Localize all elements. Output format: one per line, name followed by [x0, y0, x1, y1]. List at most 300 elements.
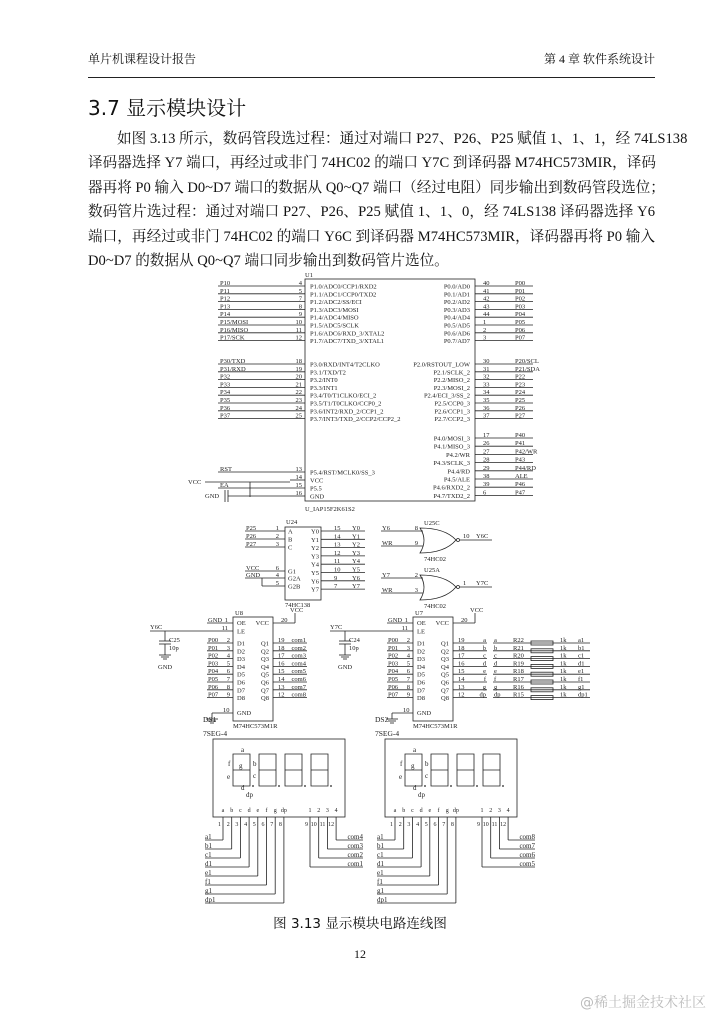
u1-pin-number: 16	[295, 490, 302, 497]
display-pin-name: f	[437, 808, 440, 814]
display-net-label: dp1	[377, 896, 388, 904]
display-net-label: f1	[205, 878, 211, 886]
display-net-label: com8	[519, 833, 535, 841]
latch-pin-number: 19	[458, 637, 465, 644]
u24-pin-name: A	[288, 528, 293, 536]
gate-pin-number: 8	[414, 525, 418, 532]
u24-pin-number: 15	[334, 525, 341, 532]
gate-pin-number: 2	[414, 572, 418, 579]
latch-pin-number: 4	[226, 652, 230, 660]
latch-pin-name: GND	[417, 710, 432, 717]
capacitor-value: 10p	[349, 645, 359, 652]
latch-part-label: M74HC573M1R	[413, 723, 458, 730]
u24-pin-number: 5	[275, 580, 279, 587]
latch-pin-name: OE	[237, 620, 246, 627]
latch-pin-name: Q5	[441, 671, 449, 679]
u1-net-label: P04	[515, 311, 526, 319]
gnd-label: GND	[158, 664, 173, 671]
le-net: Y7C	[330, 624, 343, 631]
segment-letter: d	[413, 784, 417, 792]
decimal-point-icon	[304, 785, 306, 787]
u1-net-label: P44/RD	[515, 464, 536, 472]
u24-pin-name: B	[288, 536, 293, 544]
u24-net-label: Y3	[352, 549, 360, 557]
latch-pin-name: LE	[417, 628, 425, 636]
latch-pin-number: 9	[226, 691, 230, 699]
u1-net-label: P16/MISO	[220, 326, 249, 334]
vcc-label: VCC	[188, 479, 202, 486]
u1-net-label: P22	[515, 373, 526, 381]
paragraph-line: 器再将 P0 输入 D0~D7 端口的数据从 Q0~Q7 端口（经过电阻）同步输出到数码管段选位；	[88, 180, 665, 196]
gate-pin-number: 9	[414, 540, 418, 547]
u1-net-label: P12	[220, 295, 231, 303]
latch-pin-number: 12	[278, 691, 285, 699]
latch-net-label: P03	[388, 660, 399, 668]
u24-pin-name: Y0	[311, 528, 319, 536]
display-pin-number: 4	[244, 822, 248, 828]
latch-pin-name: Q4	[441, 663, 449, 671]
display-pin-name: e	[256, 808, 260, 814]
resistor-out-net: e1	[578, 668, 585, 676]
page-number: 12	[354, 947, 366, 961]
latch-pin-number: 6	[226, 668, 230, 676]
display-ref: DS1	[203, 715, 217, 724]
latch-pin-number: 13	[278, 683, 285, 691]
latch-pin-name: Q4	[261, 663, 269, 671]
paragraph-line: 如图 3.13 所示，数码管段选过程：通过对端口 P27、P26、P25 赋值 1、1、1，经 74LS138	[117, 131, 688, 147]
u1-pin-name: P3.6/INT2/RXD_2/CCP1_2	[310, 408, 384, 416]
display-net-label: d1	[377, 860, 384, 868]
display-pin-name: 4	[506, 808, 510, 814]
latch-net-label: P04	[208, 668, 219, 676]
resistor-in-net: b	[494, 644, 498, 652]
u1-pin-number: 9	[298, 311, 302, 319]
latch-ref: U8	[235, 610, 243, 617]
u1-net-label: P42/WR	[515, 448, 538, 456]
u1-pin-number: 31	[483, 365, 490, 373]
u1-pin-number: 22	[295, 389, 302, 397]
resistor-in-net: c	[494, 652, 497, 660]
gate-output-net: Y6C	[476, 533, 489, 540]
u24-net-label: P27	[246, 541, 257, 548]
u24-net-label: Y0	[352, 525, 360, 532]
latch-net-label: P02	[208, 652, 219, 660]
u1-pin-number: 27	[483, 448, 490, 456]
latch-net-label: P01	[388, 644, 399, 652]
u1-net-label: EA	[220, 482, 229, 489]
display-net-label: b1	[377, 842, 384, 850]
seven-segment-digit-icon	[285, 754, 302, 786]
gate-input-net: WR	[382, 540, 393, 547]
u24-part-label: 74HC138	[285, 602, 311, 609]
u1-net-label: P34	[220, 389, 231, 397]
display-net-label: com1	[347, 860, 363, 868]
display-pin-number: 6	[433, 822, 437, 828]
display-pin-name: dp	[452, 808, 459, 814]
u24-net-label: Y4	[352, 558, 360, 566]
oe-net: GND	[388, 617, 403, 624]
display-pin-number: 10	[482, 822, 489, 828]
display-net-label: com6	[519, 851, 535, 859]
u1-net-label: P32	[220, 373, 231, 381]
resistor-in-net: dp	[494, 691, 501, 699]
latch-pin-number: 13	[458, 683, 465, 691]
latch-pin-number: 19	[278, 637, 285, 644]
latch-pin-name: D4	[237, 663, 245, 671]
u24-pin-number: 9	[334, 574, 338, 582]
u24-pin-name: Y7	[311, 586, 319, 594]
segment-letter: b	[425, 760, 429, 768]
inverter-bubble	[457, 586, 460, 589]
gate-ref: U25A	[424, 567, 440, 574]
latch-pin-number: 1	[224, 617, 228, 624]
segment-letter: g	[239, 762, 243, 770]
u1-pin-number: 29	[483, 464, 490, 472]
display-pin-number: 8	[278, 822, 282, 828]
u1-net-label: P41	[515, 440, 526, 448]
latch-pin-number: 15	[278, 668, 285, 676]
gate-ref: U25C	[424, 520, 440, 527]
latch-net-label: c	[483, 652, 486, 660]
display-net-label: c1	[377, 851, 384, 859]
display-ref: DS2	[375, 715, 389, 724]
decimal-point-icon	[476, 785, 478, 787]
u1-net-label: P15/MOSI	[220, 319, 249, 326]
segment-letter: c	[253, 772, 257, 780]
latch-net-label: P06	[208, 683, 219, 691]
u1-net-label: ALE	[515, 473, 528, 480]
u24-pin-number: 1	[275, 525, 279, 532]
seven-segment-digit-icon	[483, 754, 500, 786]
u1-pin-name: P0.0/AD0	[443, 283, 470, 291]
decimal-point-icon	[252, 785, 254, 787]
display-pin-number: 5	[424, 822, 428, 828]
u1-pin-number: 17	[483, 432, 490, 439]
u1-pin-number: 11	[295, 326, 302, 334]
latch-pin-name: D8	[417, 695, 425, 703]
vcc-label: VCC	[470, 607, 484, 614]
display-net-label: a1	[377, 833, 384, 841]
resistor-ref: R18	[513, 668, 524, 676]
paragraph-line: 数码管片选过程：通过对端口 P27、P26、P25 赋值 1、1、0，经 74LS138 译码器选择 Y6	[88, 204, 655, 220]
resistor-value: 1k	[560, 676, 567, 683]
u1-pin-number: 33	[483, 381, 490, 389]
u1-pin-number: 32	[483, 373, 490, 381]
u1-pin-name: GND	[310, 493, 325, 501]
latch-pin-name: Q6	[261, 679, 269, 687]
latch-pin-number: 8	[226, 683, 230, 691]
u1-net-label: P27	[515, 412, 526, 420]
u1-ref: U1	[305, 272, 313, 279]
resistor-ref: R16	[513, 683, 524, 691]
resistor-out-net: b1	[578, 644, 585, 652]
figure-caption: 图 3.13 显示模块电路连线图	[273, 916, 447, 932]
u24-pin-name: Y4	[311, 561, 319, 569]
display-pin-name: a	[221, 808, 225, 814]
u24-net-label: Y5	[352, 566, 360, 574]
u24-pin-name: Y1	[311, 536, 319, 544]
segment-letter: e	[227, 773, 231, 781]
segment-letter: a	[413, 746, 417, 754]
latch-pin-number: 7	[226, 676, 230, 683]
u1-pin-name: P3.7/INT3/TXD_2/CCP2/CCP2_2	[310, 416, 401, 424]
display-net-label: c1	[205, 851, 212, 859]
latch-pin-name: D1	[237, 640, 245, 648]
latch-pin-number: 2	[226, 637, 230, 644]
latch-net-label: P04	[388, 668, 399, 676]
u1-net-label: P26	[515, 404, 526, 412]
u1-pin-number: 37	[483, 412, 490, 420]
u1-part-label: U_IAP15F2K61S2	[305, 506, 355, 513]
u24-pin-number: 12	[334, 549, 341, 557]
latch-net-label: P07	[208, 691, 219, 699]
display-net-label: b1	[205, 842, 212, 850]
display-net-label: g1	[377, 887, 384, 895]
u1-pin-number: 24	[295, 404, 302, 412]
u1-pin-name: P3.0/RXD/INT4/T2CLKO	[310, 361, 380, 369]
u1-pin-number: 38	[483, 473, 490, 480]
u1-pin-name: P4.7/TXD2_2	[433, 492, 470, 500]
u1-pin-name: P0.5/AD5	[443, 322, 470, 330]
seven-segment-digit-icon	[259, 754, 276, 786]
paragraph-line: D0~D7 的数据从 Q0~Q7 端口同步输出到数码管片选位。	[88, 253, 449, 269]
u1-net-label: P37	[220, 412, 231, 420]
u24-pin-number: 3	[275, 541, 279, 548]
latch-pin-name: VCC	[255, 620, 269, 627]
u1-pin-name: P0.4/AD4	[443, 314, 470, 322]
seven-segment-digit-icon	[431, 754, 448, 786]
u1-net-label: P35	[220, 397, 231, 404]
u1-pin-number: 14	[295, 474, 302, 481]
gate-pin-number: 1	[463, 580, 467, 587]
capacitor-ref: C25	[169, 637, 180, 644]
u24-net-label: GND	[246, 572, 261, 579]
display-pin-name: 1	[480, 808, 484, 814]
display-pin-number: 2	[398, 822, 402, 828]
display-net-label: com2	[347, 851, 363, 859]
latch-pin-name: Q8	[441, 695, 449, 703]
resistor-ref: R15	[513, 691, 524, 699]
u1-net-label: P23	[515, 381, 526, 389]
display-net-label: com3	[347, 842, 363, 850]
u1-pin-number: 26	[483, 440, 490, 448]
latch-net-label: com3	[291, 652, 306, 660]
latch-pin-number: 1	[404, 617, 408, 624]
latch-net-label: com1	[291, 637, 306, 644]
display-pin-name: g	[445, 808, 449, 814]
segment-letter: d	[241, 784, 245, 792]
segment-letter: e	[399, 773, 403, 781]
u1-pin-number: 36	[483, 404, 490, 412]
u1-pin-number: 5	[298, 287, 302, 295]
u1-pin-name: P5.5	[310, 485, 322, 493]
u1-net-label: P20/SCL	[515, 358, 539, 365]
display-net-label: g1	[205, 887, 212, 895]
u1-pin-number: 43	[483, 303, 490, 311]
latch-pin-name: Q7	[441, 687, 449, 695]
display-part-label: 7SEG-4	[203, 729, 228, 738]
segment-letter: a	[241, 746, 245, 754]
latch-pin-number: 20	[281, 617, 288, 624]
gate-part-label: 74HC02	[424, 556, 447, 563]
u1-pin-name: P0.2/AD2	[443, 299, 470, 307]
u1-pin-name: P4.6/RXD2_2	[432, 484, 470, 492]
latch-pin-name: Q1	[261, 640, 269, 648]
latch-net-label: com2	[291, 644, 306, 652]
u1-pin-name: P1.7/ADC7/TXD_3/XTAL1	[310, 338, 385, 346]
u1-pin-number: 7	[298, 295, 302, 303]
latch-pin-number: 3	[226, 644, 230, 652]
seven-segment-digit-icon	[457, 754, 474, 786]
latch-part-label: M74HC573M1R	[233, 723, 278, 730]
oe-net: GND	[208, 617, 223, 624]
u1-pin-number: 40	[483, 280, 490, 287]
u1-net-label: P24	[515, 389, 526, 397]
display-pin-name: a	[393, 808, 397, 814]
u1-net-label: P00	[515, 280, 526, 287]
latch-net-label: f	[483, 676, 486, 683]
u24-pin-name: G2A	[288, 575, 301, 583]
display-pin-name: 2	[317, 808, 321, 814]
display-pin-name: e	[428, 808, 432, 814]
latch-pin-name: Q3	[441, 656, 449, 664]
segment-letter: g	[411, 762, 415, 770]
u1-pin-number: 13	[295, 466, 302, 473]
u24-pin-number: 10	[334, 566, 341, 574]
latch-pin-number: 20	[461, 617, 468, 624]
latch-pin-number: 12	[458, 691, 465, 699]
decimal-point-icon	[424, 785, 426, 787]
display-pin-number: 8	[450, 822, 454, 828]
latch-net-label: P03	[208, 660, 219, 668]
u24-pin-number: 6	[275, 565, 279, 572]
u1-pin-number: 6	[483, 489, 487, 497]
latch-pin-number: 10	[403, 707, 410, 714]
u24-net-label: Y6	[352, 574, 360, 582]
u1-pin-number: 19	[295, 365, 302, 373]
latch-pin-name: Q3	[261, 656, 269, 664]
latch-net-label: com4	[291, 660, 306, 668]
u1-net-label: P05	[515, 319, 526, 326]
display-pin-number: 6	[261, 822, 265, 828]
display-pin-name: 3	[325, 808, 329, 814]
display-pin-name: 3	[497, 808, 501, 814]
u1-pin-name: P4.3/SCLK_3	[433, 460, 470, 468]
resistor-out-net: dp1	[578, 691, 588, 699]
resistor-value: 1k	[560, 660, 567, 668]
segment-letter: dp	[418, 791, 425, 799]
latch-net-label: com5	[291, 668, 306, 676]
latch-pin-number: 7	[406, 676, 410, 683]
u1-net-label: P10	[220, 280, 231, 287]
display-pin-number: 2	[226, 822, 230, 828]
display-pin-name: f	[265, 808, 268, 814]
u1-pin-name: P2.3/MOSI_2	[433, 384, 470, 392]
u1-pin-name: P3.3/INT1	[310, 384, 338, 392]
running-header-chapter: 第 4 章 软件系统设计	[543, 52, 655, 66]
display-pin-number: 1	[218, 822, 221, 828]
u1-pin-number: 42	[483, 295, 490, 303]
display-pin-name: c	[411, 808, 414, 814]
u1-net-label: P43	[515, 456, 526, 464]
display-net-label: com7	[519, 842, 535, 850]
resistor-value: 1k	[560, 683, 567, 691]
u1-net-label: P33	[220, 381, 231, 389]
u1-pin-number: 12	[295, 334, 302, 342]
u24-pin-name: Y3	[311, 553, 319, 561]
latch-pin-name: Q1	[441, 640, 449, 648]
u1-pin-name: P2.7/CCP2_3	[434, 416, 470, 424]
resistor-ref: R22	[513, 637, 524, 644]
u1-net-label: P46	[515, 481, 526, 489]
resistor-value: 1k	[560, 652, 567, 660]
latch-net-label: e	[483, 668, 486, 676]
display-pin-number: 11	[491, 822, 498, 828]
u1-net-label: P13	[220, 303, 231, 311]
latch-pin-name: D2	[417, 648, 425, 656]
display-pin-name: 1	[308, 808, 312, 814]
latch-pin-number: 5	[226, 660, 230, 668]
latch-net-label: P06	[388, 683, 399, 691]
latch-pin-name: D5	[417, 671, 425, 679]
latch-pin-name: D7	[417, 687, 425, 695]
u1-net-label: P36	[220, 404, 231, 412]
segment-letter: f	[400, 760, 403, 768]
u1-net-label: P06	[515, 326, 526, 334]
u1-pin-name: P2.1/SCLK_2	[433, 369, 470, 377]
latch-pin-number: 2	[406, 637, 410, 644]
latch-net-label: P05	[208, 676, 219, 683]
inverter-bubble	[457, 539, 460, 542]
u1-pin-number: 21	[295, 381, 302, 389]
latch-pin-name: D5	[237, 671, 245, 679]
gnd-label: GND	[338, 664, 353, 671]
latch-pin-number: 18	[458, 644, 465, 652]
u1-net-label: P21/SDA	[515, 365, 540, 373]
resistor-value: 1k	[560, 691, 567, 699]
resistor-in-net: f	[494, 676, 497, 683]
resistor-value: 1k	[560, 644, 567, 652]
display-part-label: 7SEG-4	[375, 729, 400, 738]
latch-pin-number: 11	[401, 625, 408, 632]
u1-pin-number: 41	[483, 287, 490, 295]
display-pin-number: 9	[477, 822, 480, 828]
display-pin-name: c	[239, 808, 242, 814]
u24-pin-name: Y2	[311, 545, 319, 553]
gate-input-net: Y7	[382, 572, 390, 579]
latch-pin-number: 18	[278, 644, 285, 652]
decimal-point-icon	[330, 785, 332, 787]
latch-pin-name: D3	[237, 656, 245, 664]
display-net-label: f1	[377, 878, 383, 886]
u24-pin-name: C	[288, 544, 293, 552]
u1-pin-name: P1.5/ADC5/SCLK	[310, 322, 359, 330]
u1-pin-name: P4.1/MISO_3	[433, 443, 470, 451]
latch-pin-number: 16	[278, 660, 285, 668]
u24-pin-number: 11	[334, 558, 341, 566]
latch-pin-name: OE	[417, 620, 426, 627]
latch-net-label: a	[483, 637, 486, 644]
u24-net-label: Y7	[352, 583, 360, 591]
u1-pin-name: P4.4/RD	[447, 468, 470, 476]
u1-net-label: P31/RXD	[220, 365, 246, 373]
latch-pin-name: VCC	[435, 620, 449, 627]
display-net-label: d1	[205, 860, 212, 868]
u24-pin-name: G1	[288, 568, 296, 576]
u1-pin-name: P2.2/MISO_2	[433, 377, 470, 385]
gate-pin-number: 10	[463, 533, 470, 540]
gate-input-net: WR	[382, 587, 393, 594]
